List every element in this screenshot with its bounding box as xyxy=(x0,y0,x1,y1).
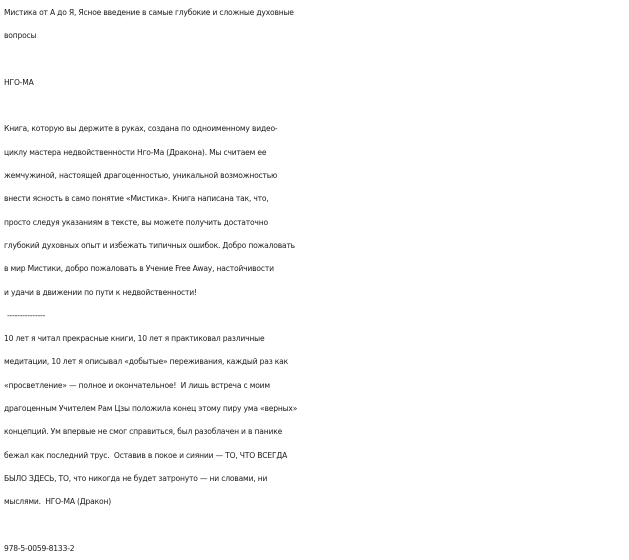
book-author: НГО-МА xyxy=(4,77,34,87)
description-line: просто следуя указаниям в тексте, вы можете получить достаточно xyxy=(4,217,268,227)
description-line: Книга, которую вы держите в руках, создана по одноименному видео- xyxy=(4,124,278,134)
testimonial-line: БЫЛО ЗДЕСЬ, ТО, что никогда не будет затронуто — ни словами, ни xyxy=(4,473,268,483)
description-line: внести ясность в само понятие «Мистика». Книга написана так, что, xyxy=(4,194,269,204)
testimonial-line: 10 лет я читал прекрасные книги, 10 лет я практиковал различные xyxy=(4,334,265,344)
blank-line xyxy=(4,48,629,71)
testimonial-line: концепций. Ум впервые не смог справиться, был разоблачен и в панике xyxy=(4,427,283,437)
blank-line xyxy=(4,94,629,117)
section-separator: --------------- xyxy=(7,310,46,320)
description-line: циклу мастера недвойственности Нго-Ма (Дракона). Мы считаем ее xyxy=(4,147,267,157)
description-line: глубокий духовных опыт и избежать типичных ошибок. Добро пожаловать xyxy=(4,240,295,250)
blank-line xyxy=(4,514,629,537)
testimonial-line: мыслями. НГО-МА (Дракон) xyxy=(4,497,111,507)
book-description xyxy=(4,117,629,303)
testimonial-line: бежал как последний трус. Оставив в покое и сиянии — ТО, ЧТО ВСЕГДА xyxy=(4,450,288,460)
title-line: вопросы xyxy=(4,31,37,41)
isbn: 978-5-0059-8133-2 xyxy=(4,543,75,553)
testimonial-line: драгоценным Учителем Рам Цзы положила конец этому пиру ума «верных» xyxy=(4,404,298,414)
description-line: жемчужиной, настоящей драгоценностью, уникальной возможностью xyxy=(4,171,278,181)
testimonial-line: медитации, 10 лет я описывал «добытые» переживания, каждый раз как xyxy=(4,357,288,367)
book-title xyxy=(4,1,629,48)
description-line: и удачи в движении по пути к недвойственности! xyxy=(4,287,197,297)
testimonial-line: «просветление» — полное и окончательное! И лишь встреча с моим xyxy=(4,380,270,390)
title-line: Мистика от А до Я, Ясное введение в самые глубокие и сложные духовные xyxy=(4,8,294,17)
description-line: в мир Мистики, добро пожаловать в Учение Free Away, настойчивости xyxy=(4,264,274,274)
author-testimonial xyxy=(4,327,629,513)
